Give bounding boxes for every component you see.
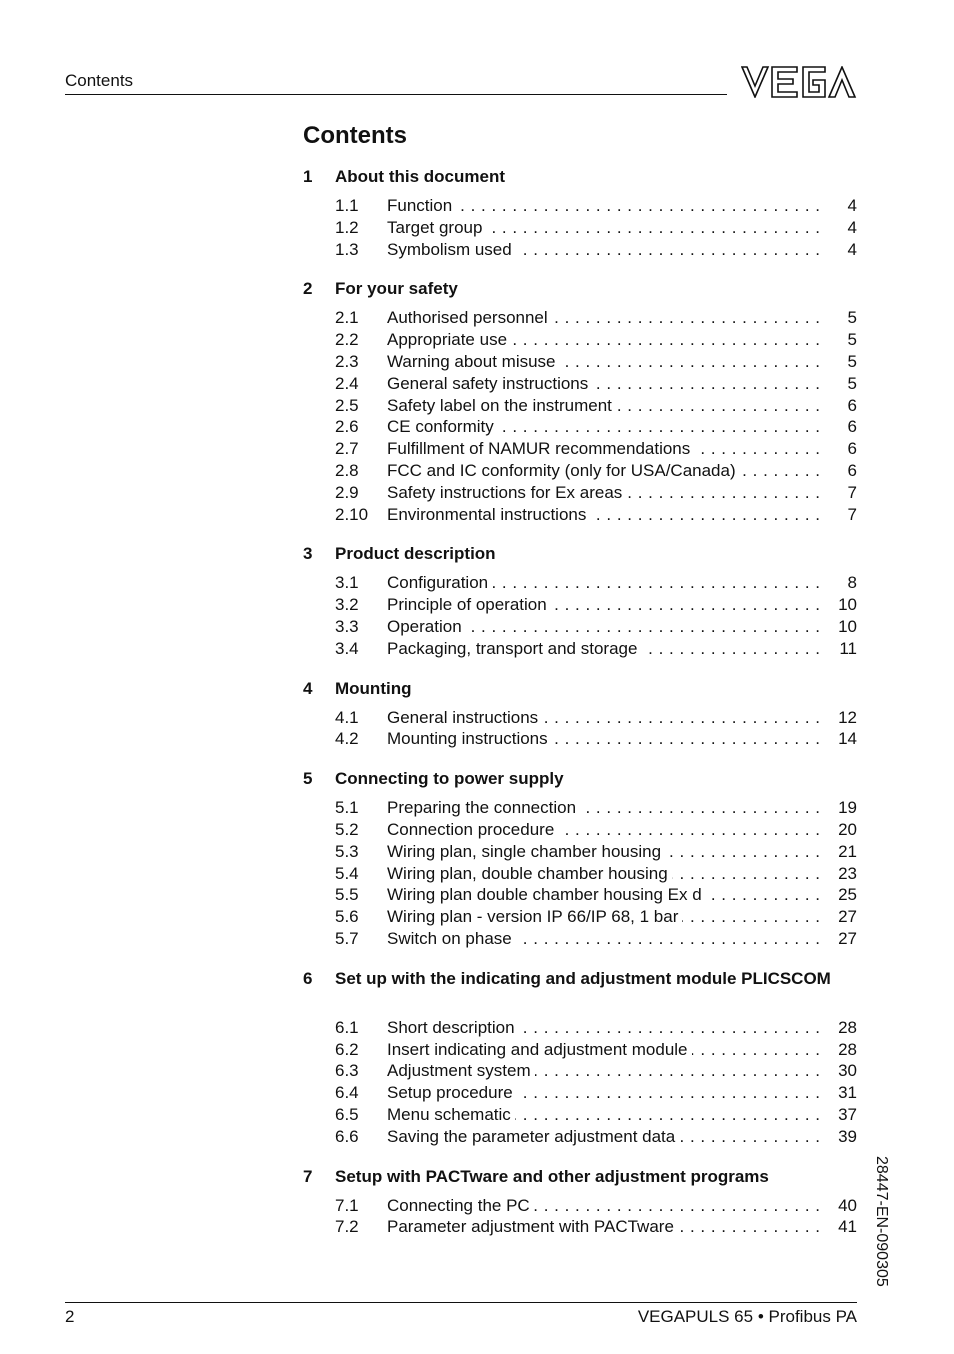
toc-entry-title [387, 217, 819, 239]
toc-entry-title [387, 504, 819, 526]
toc-entry-list [303, 1195, 857, 1239]
toc-entry-title [387, 1216, 819, 1238]
toc-entry-title [387, 195, 819, 217]
toc-entry-title-text: Wiring plan, double chamber housing [387, 864, 672, 883]
toc-entry-number: 3.1 [335, 573, 359, 593]
toc-entry[interactable] [303, 1195, 857, 1217]
toc-section-heading[interactable] [303, 166, 857, 188]
toc-entry[interactable] [303, 195, 857, 217]
toc-section-title: Setup with PACTware and other adjustment programs [335, 1166, 769, 1186]
toc-section-title: Connecting to power supply [335, 769, 564, 789]
toc-entry-list [303, 572, 857, 659]
toc-entry-title [387, 416, 819, 438]
toc-entry-title [387, 1126, 819, 1148]
toc-entry-title [387, 351, 819, 373]
toc-entry-title [387, 728, 819, 750]
toc-entry[interactable] [303, 616, 857, 638]
toc-entry[interactable] [303, 504, 857, 526]
toc-entry-title-text: Switch on phase [387, 929, 516, 948]
toc-entry[interactable] [303, 416, 857, 438]
toc-entry-title-text: FCC and IC conformity (only for USA/Canada) [387, 461, 740, 480]
toc-entry-number: 2.7 [335, 439, 359, 459]
toc-entry-number: 6.4 [335, 1083, 359, 1103]
toc-entry[interactable] [303, 819, 857, 841]
toc-entry-title-text: Symbolism used [387, 240, 516, 259]
toc-entry-page: 6 [847, 417, 857, 437]
toc-entry-number: 2.2 [335, 330, 359, 350]
toc-entry-number: 2.3 [335, 351, 359, 371]
toc-entry-page: 5 [847, 330, 857, 350]
toc-entry-title [387, 797, 819, 819]
toc-entry[interactable] [303, 707, 857, 729]
toc-entry-title [387, 329, 819, 351]
toc-entry-title [387, 1195, 819, 1217]
toc-section-number: 4 [303, 678, 313, 698]
toc-entry[interactable] [303, 351, 857, 373]
toc-entry-number: 3.3 [335, 616, 359, 636]
toc-entry-page: 6 [847, 395, 857, 415]
toc-entry-title [387, 638, 819, 660]
toc-entry-number: 5.7 [335, 928, 359, 948]
toc-entry-page: 11 [839, 638, 857, 658]
toc-entry-title [387, 863, 819, 885]
toc-entry-page: 5 [847, 308, 857, 328]
toc-entry-title-text: Connecting the PC [387, 1196, 534, 1215]
toc-entry-page: 5 [847, 351, 857, 371]
document-code-text: 28447-EN-090305 [873, 1156, 890, 1287]
toc-entry-page: 4 [847, 196, 857, 215]
toc-section-number: 6 [303, 968, 313, 988]
toc-entry[interactable] [303, 1082, 857, 1104]
toc-entry-title [387, 460, 819, 482]
toc-entry-title-text: Wiring plan double chamber housing Ex d [387, 885, 706, 904]
toc-entry[interactable] [303, 460, 857, 482]
toc-entry-title-text: Principle of operation [387, 595, 551, 614]
toc-section [303, 968, 857, 1148]
toc-section-number: 3 [303, 544, 313, 564]
toc-entry-number: 5.3 [335, 841, 359, 861]
toc-entry[interactable] [303, 1017, 857, 1039]
toc-entry[interactable] [303, 594, 857, 616]
toc-section-title: About this document [335, 167, 505, 186]
footer-page-number: 2 [65, 1307, 75, 1326]
toc-section-number: 5 [303, 769, 313, 789]
toc-entry-title-text: Insert indicating and adjustment module [387, 1040, 692, 1059]
toc-entry-title [387, 1104, 819, 1126]
toc-entry-title-text: Target group [387, 218, 486, 237]
toc-entry-number: 7.2 [335, 1217, 359, 1237]
toc-entry-title-text: Wiring plan - version IP 66/IP 68, 1 bar [387, 907, 682, 926]
footer-rule [65, 1302, 857, 1303]
toc-section-heading[interactable] [303, 278, 857, 300]
toc-entry[interactable] [303, 1216, 857, 1238]
toc-section-number: 1 [303, 167, 313, 186]
toc-entry-number: 3.4 [335, 638, 359, 658]
toc-entry[interactable] [303, 373, 857, 395]
toc-entry[interactable] [303, 482, 857, 504]
toc-entry-title-text: Short description [387, 1018, 519, 1037]
toc-entry-title [387, 1039, 819, 1061]
toc-entry-number: 5.2 [335, 819, 359, 839]
toc-entry-page: 21 [838, 841, 857, 861]
toc-entry-title-text: Safety instructions for Ex areas [387, 483, 626, 502]
toc-entry-page: 4 [847, 217, 857, 237]
header-rule [65, 94, 727, 95]
toc-entry-number: 4.1 [335, 707, 359, 727]
toc-entry-page: 4 [847, 239, 857, 259]
toc-entry[interactable] [303, 906, 857, 928]
toc-entry[interactable] [303, 638, 857, 660]
toc-entry-title-text: Function [387, 196, 456, 215]
toc-entry-number: 4.2 [335, 729, 359, 749]
toc-entry-page: 40 [838, 1195, 857, 1215]
toc-entry-title-text: Authorised personnel [387, 308, 552, 327]
toc-entry-title [387, 906, 819, 928]
toc-section [303, 678, 857, 751]
toc-entry-number: 5.5 [335, 885, 359, 905]
toc-section-title: Set up with the indicating and adjustment module PLICSCOM [335, 968, 831, 988]
toc-entry-number: 2.4 [335, 373, 359, 393]
toc-entry-title-text: Setup procedure [387, 1083, 517, 1102]
toc-section-heading[interactable] [303, 968, 857, 990]
toc-entry-page: 7 [847, 504, 857, 524]
footer-product: VEGAPULS 65 • Profibus PA [637, 1307, 857, 1326]
toc-entry-page: 12 [838, 707, 857, 727]
toc-entry-title [387, 707, 819, 729]
toc-section-heading[interactable] [303, 1166, 857, 1188]
toc-section-heading[interactable] [303, 543, 857, 565]
toc-entry-number: 6.1 [335, 1017, 359, 1037]
toc-section-number: 7 [303, 1166, 313, 1186]
toc-entry-title [387, 1017, 819, 1039]
toc-entry[interactable] [303, 1104, 857, 1126]
toc-entry-title [387, 239, 819, 261]
toc-entry-number: 6.2 [335, 1039, 359, 1059]
toc-entry-number: 2.10 [335, 504, 369, 524]
toc-entry-number: 6.5 [335, 1104, 359, 1124]
toc-entry[interactable] [303, 928, 857, 950]
toc-entry-page: 5 [847, 373, 857, 393]
toc-entry-title [387, 1060, 819, 1082]
toc-entry-title [387, 884, 819, 906]
toc-entry-number: 2.1 [335, 308, 359, 328]
toc-entry[interactable] [303, 728, 857, 750]
toc-entry-page: 6 [847, 439, 857, 459]
toc-entry[interactable] [303, 1039, 857, 1061]
toc-entry[interactable] [303, 841, 857, 863]
toc-entry-number: 7.1 [335, 1195, 359, 1215]
toc-entry-title-text: Fulfillment of NAMUR recommendations [387, 439, 694, 458]
toc-entry-list [303, 307, 857, 525]
toc-entry-page: 27 [838, 907, 857, 927]
toc-entry-title-text: Menu schematic [387, 1105, 515, 1124]
toc-entry[interactable] [303, 395, 857, 417]
toc-entry-title [387, 373, 819, 395]
toc-section-number: 2 [303, 279, 313, 299]
toc-entry-title-text: Safety label on the instrument [387, 396, 616, 415]
toc-entry-page: 14 [838, 729, 857, 749]
toc-entry-number: 2.5 [335, 395, 359, 415]
toc-entry-number: 6.6 [335, 1126, 359, 1146]
toc-entry-title [387, 819, 819, 841]
toc-entry-title-text: Packaging, transport and storage [387, 639, 641, 658]
toc-entry-number: 5.1 [335, 798, 359, 818]
toc-entry-page: 20 [838, 819, 857, 839]
toc-entry-page: 41 [838, 1217, 857, 1237]
toc-entry-title-text: General safety instructions [387, 374, 592, 393]
toc-entry[interactable] [303, 884, 857, 906]
toc-section [303, 1166, 857, 1239]
toc-entry[interactable] [303, 1126, 857, 1148]
toc-entry-list [303, 1017, 857, 1148]
toc-entry-title-text: Appropriate use [387, 330, 511, 349]
toc-entry-number: 1.2 [335, 217, 359, 237]
toc-entry-list [303, 195, 857, 260]
document-code [868, 1156, 892, 1306]
toc-entry-title-text: Adjustment system [387, 1061, 535, 1080]
toc-entry-number: 3.2 [335, 595, 359, 615]
toc-section [303, 278, 857, 525]
toc-entry-title-text: Warning about misuse [387, 352, 560, 371]
toc-entry-title [387, 395, 819, 417]
toc-entry-page: 7 [847, 482, 857, 502]
toc-entry-page: 37 [838, 1104, 857, 1124]
toc-entry-title-text: Saving the parameter adjustment data [387, 1127, 679, 1146]
toc-entry-title-text: Configuration [387, 573, 492, 592]
toc-entry-number: 2.6 [335, 417, 359, 437]
toc-entry-title-text: Parameter adjustment with PACTware [387, 1217, 678, 1236]
toc-entry-page: 19 [838, 798, 857, 818]
toc-entry-page: 31 [838, 1083, 857, 1103]
toc-entry-page: 6 [847, 460, 857, 480]
toc-entry-title [387, 928, 819, 950]
toc-entry[interactable] [303, 438, 857, 460]
toc-entry-title-text: CE conformity [387, 417, 498, 436]
toc-entry[interactable] [303, 217, 857, 239]
toc-entry-title [387, 307, 819, 329]
toc-entry-title [387, 1082, 819, 1104]
toc-entry-title [387, 572, 819, 594]
toc-entry-page: 25 [838, 885, 857, 905]
toc-entry[interactable] [303, 572, 857, 594]
toc-entry-number: 6.3 [335, 1061, 359, 1081]
toc-entry-title-text: Mounting instructions [387, 729, 552, 748]
toc-entry-number: 1.1 [335, 196, 359, 215]
toc-entry-page: 10 [838, 595, 857, 615]
toc-entry[interactable] [303, 1060, 857, 1082]
toc-entry-title [387, 841, 819, 863]
toc-entry-title-text: Preparing the connection [387, 798, 580, 817]
toc-entry-page: 28 [838, 1017, 857, 1037]
page-title: Contents [303, 122, 407, 149]
toc-entry-title-text: Environmental instructions [387, 505, 590, 524]
toc-entry[interactable] [303, 329, 857, 351]
toc-entry[interactable] [303, 863, 857, 885]
toc-entry-number: 5.6 [335, 907, 359, 927]
toc-section-title: Mounting [335, 678, 412, 698]
toc-entry-page: 23 [838, 863, 857, 883]
toc-section-heading[interactable] [303, 768, 857, 790]
toc-entry-title [387, 616, 819, 638]
toc-entry-number: 5.4 [335, 863, 359, 883]
vega-logo [741, 66, 857, 98]
toc-entry-page: 28 [838, 1039, 857, 1059]
toc-entry-number: 2.8 [335, 460, 359, 480]
toc-entry-page: 10 [838, 616, 857, 636]
toc-entry-title [387, 438, 819, 460]
toc-section [303, 166, 857, 260]
toc-entry-number: 1.3 [335, 239, 359, 259]
toc-entry[interactable] [303, 239, 857, 261]
toc-section-title: Product description [335, 544, 496, 564]
toc-section-title: For your safety [335, 279, 458, 299]
toc-entry-title-text: Wiring plan, single chamber housing [387, 842, 665, 861]
toc-entry[interactable] [303, 797, 857, 819]
toc-section [303, 543, 857, 659]
header-label: Contents [65, 71, 134, 90]
toc-entry-title [387, 594, 819, 616]
toc-entry-page: 27 [838, 928, 857, 948]
toc-entry-list [303, 707, 857, 751]
toc-entry-title-text: Operation [387, 617, 466, 636]
toc-entry-title [387, 482, 819, 504]
toc-entry[interactable] [303, 307, 857, 329]
toc-entry-page: 8 [847, 573, 857, 593]
toc-entry-list [303, 797, 857, 950]
toc-entry-page: 39 [838, 1126, 857, 1146]
table-of-contents [303, 166, 857, 1238]
toc-entry-number: 2.9 [335, 482, 359, 502]
toc-section [303, 768, 857, 950]
toc-entry-title-text: Connection procedure [387, 820, 558, 839]
toc-entry-title-text: General instructions [387, 708, 542, 727]
toc-entry-page: 30 [838, 1061, 857, 1081]
toc-section-heading[interactable] [303, 678, 857, 700]
